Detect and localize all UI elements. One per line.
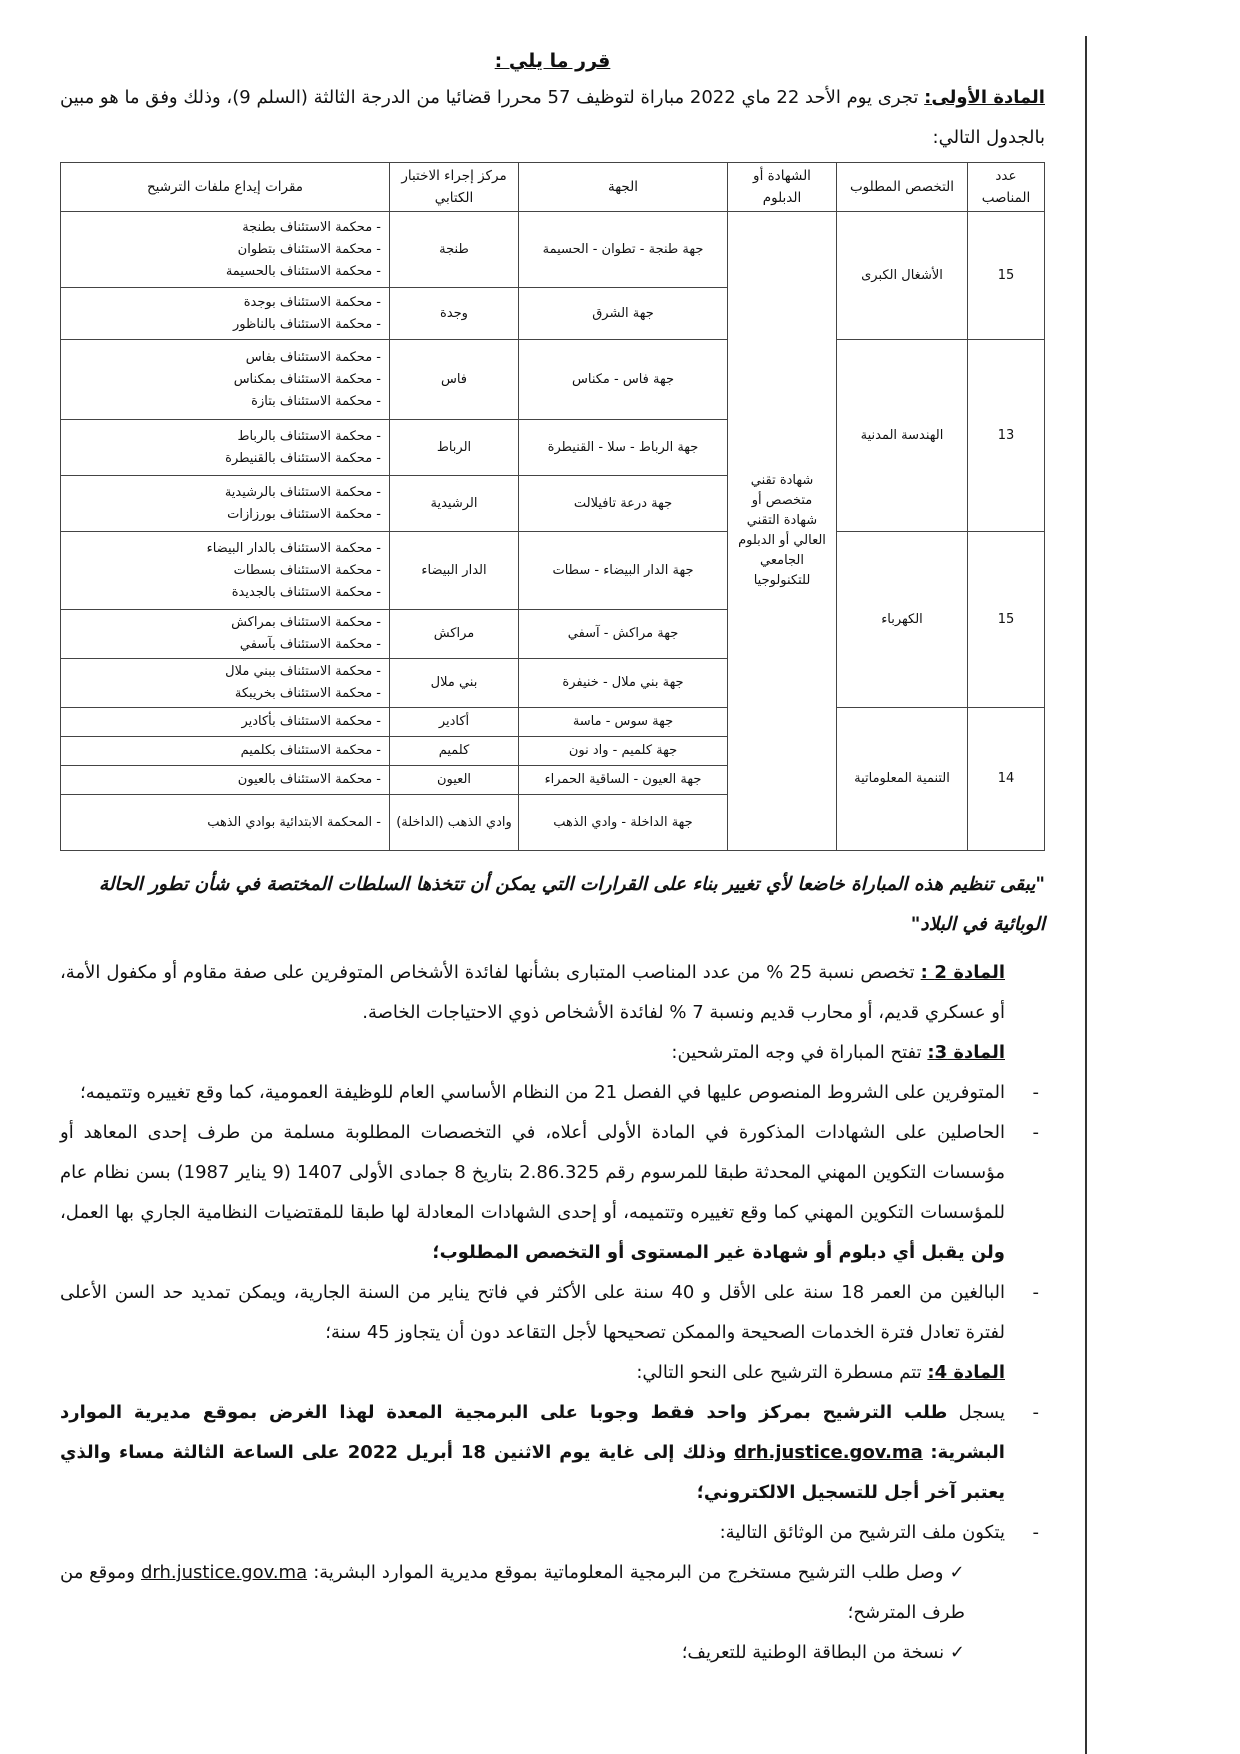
decision-heading: قرر ما يلي : [494, 50, 611, 72]
exam-center-cell: كلميم [390, 737, 519, 766]
region-cell: جهة فاس - مكناس [519, 340, 728, 420]
registration-deadline-text: وذلك إلى غاية يوم الاثنين 18 أبريل 2022 على الساعة الثالثة مساء والذي يعتبر آخر أجل للتسجيل الالكتروني؛ [60, 1442, 1005, 1503]
filing-cell [61, 766, 390, 795]
header-specialty: التخصص المطلوب [837, 163, 968, 212]
region-cell: جهة الشرق [519, 288, 728, 340]
diploma-cell: شهادة تقني متخصص أو شهادة التقني العالي أو الدبلوم الجامعي للتكنولوجيا [728, 212, 837, 851]
hr-website-link[interactable]: drh.justice.gov.ma [140, 1562, 308, 1583]
file-intro-text: يتكون ملف الترشيح من الوثائق التالية: [719, 1522, 1005, 1543]
court-item: - محكمة الاستئناف بتطوان [69, 239, 381, 261]
article-4-procedure [60, 1393, 1045, 1673]
region-cell: جهة طنجة - تطوان - الحسيمة [519, 212, 728, 288]
article-4-text: تتم مسطرة الترشيح على النحو التالي: [636, 1362, 922, 1383]
region-cell: جهة بني ملال - خنيفرة [519, 659, 728, 708]
region-cell: جهة كلميم - واد نون [519, 737, 728, 766]
header-diploma: الشهادة أو الدبلوم [728, 163, 837, 212]
table-row [61, 340, 1045, 420]
count-cell: 15 [968, 212, 1045, 340]
registration-bold-text: طلب الترشيح بمركز واحد فقط وجوبا على البرمجية المعدة لهذا الغرض بموقع مديرية الموارد البشرية: [60, 1402, 1005, 1463]
filing-cell [61, 476, 390, 532]
article-2 [60, 953, 1045, 1033]
region-cell: جهة سوس - ماسة [519, 708, 728, 737]
positions-table [60, 162, 1045, 851]
filing-cell [61, 340, 390, 420]
article-4 [60, 1353, 1045, 1393]
check-icon: ✓ [949, 1562, 965, 1583]
article-4-label: المادة 4: [927, 1362, 1005, 1383]
header-filing-locations: مقرات إيداع ملفات الترشيح [61, 163, 390, 212]
filing-cell [61, 288, 390, 340]
court-item: - المحكمة الابتدائية بوادي الذهب [69, 812, 381, 834]
filing-cell [61, 659, 390, 708]
region-cell: جهة الرباط - سلا - القنيطرة [519, 420, 728, 476]
header-exam-center: مركز إجراء الاختبار الكتابي [390, 163, 519, 212]
region-cell: جهة الداخلة - وادي الذهب [519, 795, 728, 851]
region-cell: جهة العيون - الساقية الحمراء [519, 766, 728, 795]
filing-cell [61, 532, 390, 610]
specialty-cell: الكهرباء [837, 532, 968, 708]
list-item [60, 1513, 1045, 1673]
region-cell: جهة درعة تافيلالت [519, 476, 728, 532]
court-item: - محكمة الاستئناف بخريبكة [69, 683, 381, 705]
court-item: - محكمة الاستئناف بطنجة [69, 217, 381, 239]
court-item: - محكمة الاستئناف بتازة [69, 391, 381, 413]
article-2-text: تخصص نسبة 25 % من عدد المناصب المتبارى بشأنها لفائدة الأشخاص المتوفرين على صفة مقاوم أو مكفول الأمة، أو عسكري قديم، أو محارب قديم ونسبة 7 % لفائدة الأشخاص ذوي الاحتياجات الخاصة. [60, 962, 1005, 1023]
court-item: - محكمة الاستئناف بالرشيدية [69, 482, 381, 504]
condition-text: المتوفرين على الشروط المنصوص عليها في الفصل 21 من النظام الأساسي العام للوظيفة العمومية، كما وقع تغييره وتتميمه؛ [80, 1082, 1005, 1103]
article-3-conditions [60, 1073, 1045, 1353]
court-item: - محكمة الاستئناف بأكادير [69, 711, 381, 733]
court-item: - محكمة الاستئناف بالناظور [69, 314, 381, 336]
filing-cell [61, 708, 390, 737]
court-item: - محكمة الاستئناف بسطات [69, 560, 381, 582]
article-1-label: المادة الأولى: [924, 87, 1045, 108]
article-3-text: تفتح المباراة في وجه المترشحين: [671, 1042, 922, 1063]
article-1 [60, 78, 1045, 158]
hr-website-link[interactable]: drh.justice.gov.ma [733, 1442, 923, 1463]
exam-center-cell: طنجة [390, 212, 519, 288]
filing-cell [61, 610, 390, 659]
court-item: - محكمة الاستئناف بمكناس [69, 369, 381, 391]
filing-cell [61, 795, 390, 851]
court-item: - محكمة الاستئناف بمراكش [69, 612, 381, 634]
table-header-row [61, 163, 1045, 212]
count-cell: 13 [968, 340, 1045, 532]
exam-center-cell: الرباط [390, 420, 519, 476]
exam-center-cell: العيون [390, 766, 519, 795]
filing-cell [61, 737, 390, 766]
condition-bold-text: ولن يقبل أي دبلوم أو شهادة غير المستوى أو التخصص المطلوب؛ [432, 1242, 1005, 1263]
court-item: - محكمة الاستئناف بالقنيطرة [69, 448, 381, 470]
court-item: - محكمة الاستئناف بالحسيمة [69, 261, 381, 283]
checklist-item [60, 1553, 965, 1633]
checklist-text: وصل طلب الترشيح مستخرج من البرمجية المعلوماتية بموقع مديرية الموارد البشرية: [313, 1562, 944, 1583]
court-item: - محكمة الاستئناف بالرباط [69, 426, 381, 448]
checklist-item [60, 1633, 965, 1673]
filing-cell [61, 212, 390, 288]
court-item: - محكمة الاستئناف بورزازات [69, 504, 381, 526]
article-3 [60, 1033, 1045, 1073]
count-cell: 15 [968, 532, 1045, 708]
court-item: - محكمة الاستئناف بفاس [69, 347, 381, 369]
table-row [61, 212, 1045, 288]
epidemic-notice: "يبقى تنظيم هذه المباراة خاضعا لأي تغيير بناء على القرارات التي يمكن أن تتخذها السلطات المختصة في شأن تطور الحالة الوبائية في البلاد" [98, 874, 1045, 935]
exam-center-cell: الدار البيضاء [390, 532, 519, 610]
list-item [60, 1393, 1045, 1513]
article-2-label: المادة 2 : [920, 962, 1006, 983]
court-item: - محكمة الاستئناف بكلميم [69, 740, 381, 762]
list-item [60, 1113, 1045, 1273]
condition-text: الحاصلين على الشهادات المذكورة في المادة الأولى أعلاه، في التخصصات المطلوبة مسلمة من طرف إحدى المعاهد أو مؤسسات التكوين المهني المحدثة طبقا للمرسوم رقم 2.86.325 بتاريخ 8 جمادى الأولى 1407 (9 يناير 1987) بسن نظام عام للمؤسسات التكوين المهني كما وقع تغييره وتتميمه، أو إحدى الشهادات المعادلة لها طبقا للمقتضيات النظامية الجاري بها العمل، [60, 1122, 1006, 1223]
court-item: - محكمة الاستئناف بالجديدة [69, 582, 381, 604]
documents-checklist [60, 1553, 1005, 1673]
region-cell: جهة الدار البيضاء - سطات [519, 532, 728, 610]
court-item: - محكمة الاستئناف بالدار البيضاء [69, 538, 381, 560]
margin-rule [1085, 36, 1087, 1754]
registration-prefix: يسجل [958, 1402, 1005, 1423]
specialty-cell: الهندسة المدنية [837, 340, 968, 532]
exam-center-cell: الرشيدية [390, 476, 519, 532]
exam-center-cell: وجدة [390, 288, 519, 340]
article-1-text: تجرى يوم الأحد 22 ماي 2022 مباراة لتوظيف 57 محررا قضائيا من الدرجة الثالثة (السلم 9)، وذلك وفق ما هو مبين بالجدول التالي: [60, 87, 1045, 148]
table-row [61, 532, 1045, 610]
table-row [61, 708, 1045, 737]
article-3-label: المادة 3: [927, 1042, 1005, 1063]
exam-center-cell: أكادير [390, 708, 519, 737]
count-cell: 14 [968, 708, 1045, 851]
condition-text: البالغين من العمر 18 سنة على الأقل و 40 سنة على الأكثر في فاتح يناير من السنة الجارية، ويمكن تمديد حد السن الأعلى لفترة تعادل فترة الخدمات الصحيحة والممكن تصحيحها لأجل التقاعد دون أن يتجاوز 45 سنة؛ [60, 1282, 1006, 1343]
specialty-cell: التنمية المعلوماتية [837, 708, 968, 851]
list-item [60, 1073, 1045, 1113]
exam-center-cell: مراكش [390, 610, 519, 659]
specialty-cell: الأشغال الكبرى [837, 212, 968, 340]
checklist-text: نسخة من البطاقة الوطنية للتعريف؛ [681, 1642, 945, 1663]
filing-cell [61, 420, 390, 476]
header-region: الجهة [519, 163, 728, 212]
court-item: - محكمة الاستئناف بالعيون [69, 769, 381, 791]
region-cell: جهة مراكش - آسفي [519, 610, 728, 659]
exam-center-cell: بني ملال [390, 659, 519, 708]
list-item [60, 1273, 1045, 1353]
exam-center-cell: وادي الذهب (الداخلة) [390, 795, 519, 851]
header-count: عدد المناصب [968, 163, 1045, 212]
court-item: - محكمة الاستئناف ببني ملال [69, 661, 381, 683]
court-item: - محكمة الاستئناف بآسفي [69, 634, 381, 656]
document-body [60, 50, 1045, 1673]
checklist-text: وموقع من طرف المترشح؛ [60, 1562, 965, 1623]
check-icon: ✓ [949, 1642, 965, 1663]
exam-center-cell: فاس [390, 340, 519, 420]
court-item: - محكمة الاستئناف بوجدة [69, 292, 381, 314]
